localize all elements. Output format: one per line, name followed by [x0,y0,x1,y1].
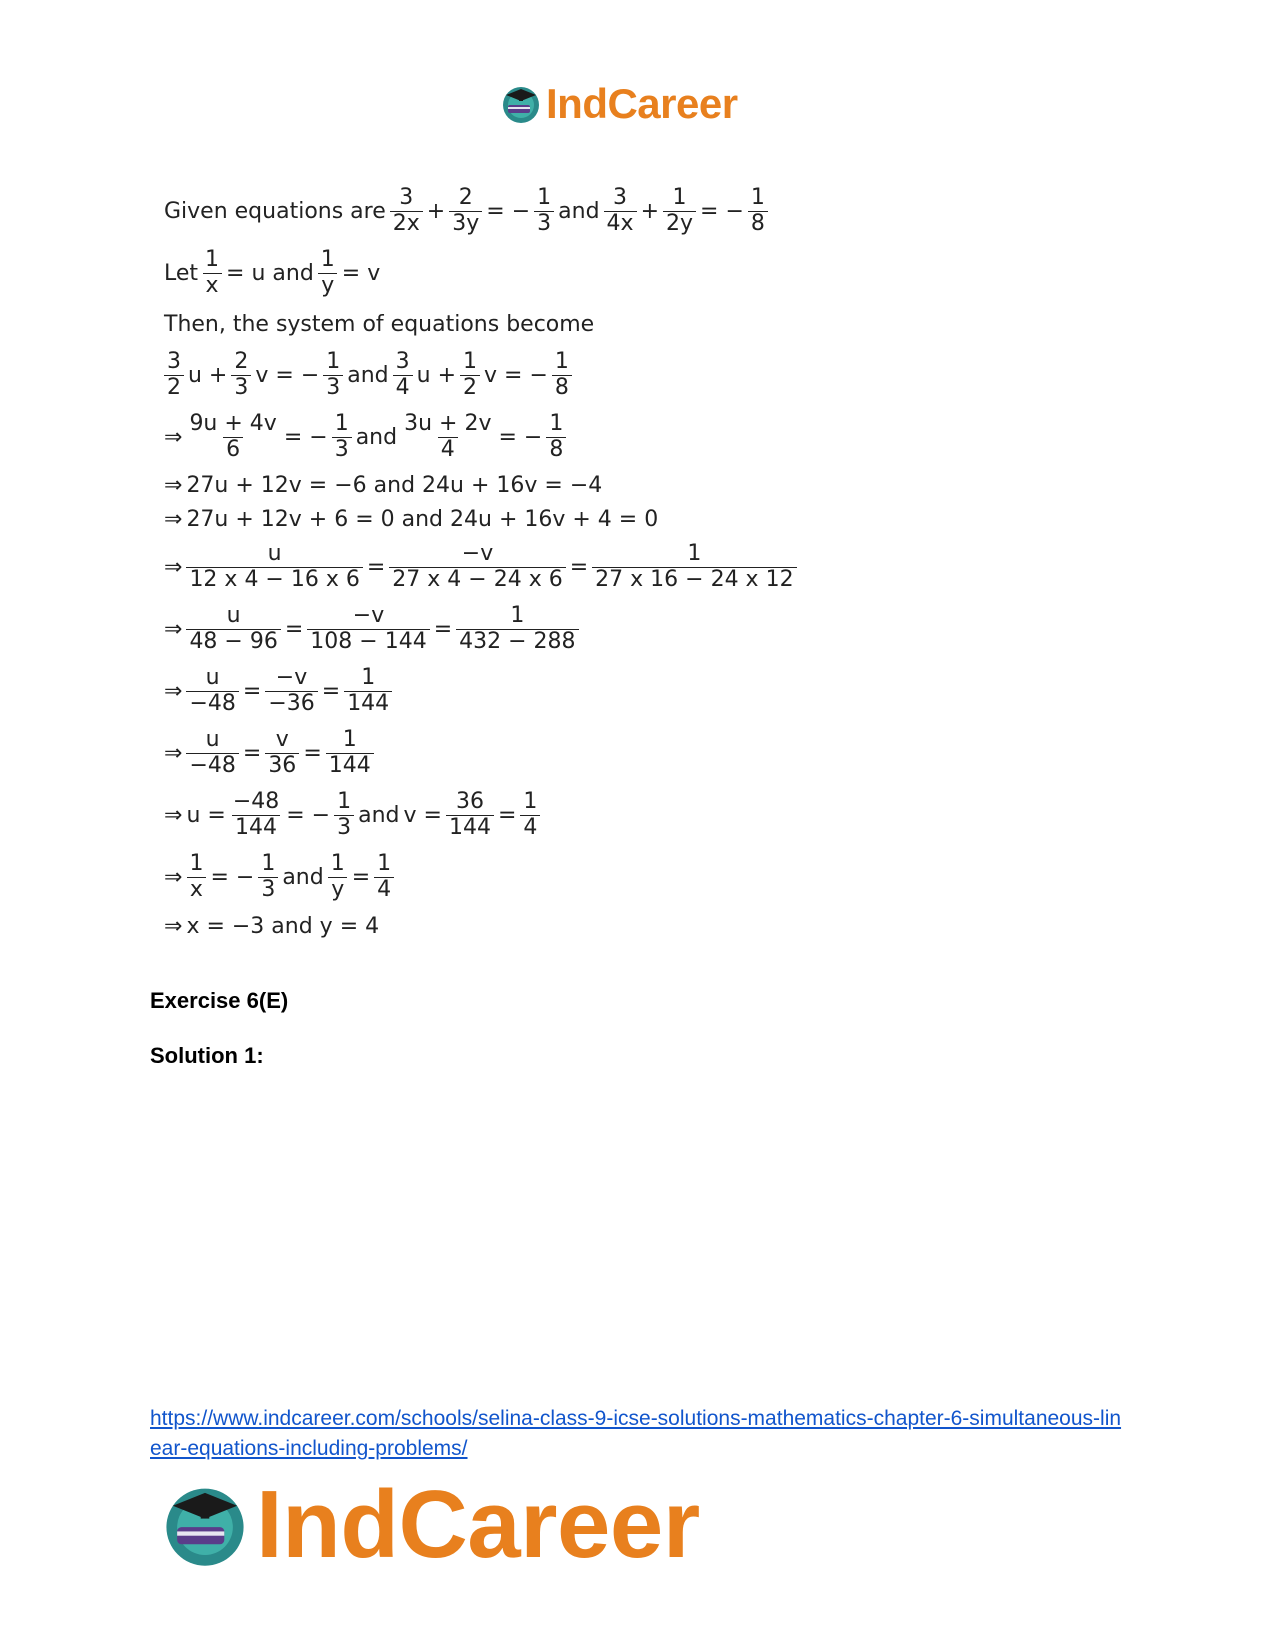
denominator: 4 [438,437,458,463]
text: = v [341,260,381,286]
denominator: 2y [663,211,696,237]
implies-symbol: ⇒ [164,616,183,642]
denominator: −48 [186,753,238,779]
fraction [552,350,572,400]
fraction [323,350,343,400]
text: v = − [255,362,320,388]
math-line-8 [162,536,862,598]
text: = − [283,424,328,450]
fraction [186,666,238,716]
fraction [446,790,494,840]
denominator: 27 x 16 − 24 x 12 [592,567,796,593]
numerator: 3 [167,348,181,374]
fraction [460,350,480,400]
denominator: 27 x 4 − 24 x 6 [389,567,565,593]
implies-symbol: ⇒ [164,506,183,532]
text: Given equations are [164,198,386,224]
denominator: 36 [265,753,299,779]
numerator: 1 [463,348,478,374]
denominator: 2 [460,375,480,401]
numerator: u [267,540,282,566]
text: = [497,802,517,828]
fraction [186,542,362,592]
denominator: x [203,273,222,299]
text: u + [416,362,457,388]
implies-symbol: ⇒ [164,472,183,498]
fraction [334,790,354,840]
denominator: 3y [449,211,482,237]
text: and [358,802,400,828]
math-line-3 [162,304,862,344]
numerator: 1 [337,788,352,814]
math-line-2 [162,242,862,304]
numerator: 1 [261,850,276,876]
numerator: u [205,726,220,752]
numerator: 3u + 2v [404,410,492,436]
numerator: 2 [234,348,249,374]
fraction [389,542,565,592]
operator: + [426,198,446,224]
text: u + [188,362,228,388]
text: = [351,864,371,890]
operator: = − [700,198,744,224]
fraction [374,852,394,902]
implies-symbol: ⇒ [164,864,183,890]
fraction [186,728,238,778]
text: = u and [226,260,314,286]
denominator: x [187,877,206,903]
numerator: −48 [232,788,280,814]
denominator: 8 [748,211,768,237]
implies-symbol: ⇒ [164,740,183,766]
numerator: −v [275,664,308,690]
denominator: 432 − 288 [456,629,578,655]
fraction [265,666,317,716]
numerator: 1 [537,184,552,210]
denominator: 108 − 144 [307,629,429,655]
denominator: 3 [332,437,352,463]
numerator: 2 [458,184,473,210]
implies-symbol: ⇒ [164,554,183,580]
math-line-6 [162,468,862,502]
operator: = [242,740,262,766]
denominator: 2 [164,375,184,401]
denominator: 3 [258,877,278,903]
fraction [456,604,578,654]
solution-math [162,180,862,944]
math-line-9 [162,598,862,660]
fraction [186,412,279,462]
operator: = [433,616,453,642]
denominator: 144 [326,753,374,779]
numerator: 3 [395,348,410,374]
fraction [164,350,184,400]
fraction [604,186,637,236]
denominator: 8 [546,437,566,463]
text: and [282,864,324,890]
text: v = [403,802,442,828]
fraction [307,604,429,654]
denominator: y [328,877,347,903]
numerator: −v [352,602,385,628]
numerator: 3 [399,184,414,210]
operator: = [284,616,304,642]
implies-symbol: ⇒ [164,802,183,828]
denominator: 8 [552,375,572,401]
math-line-11 [162,722,862,784]
math-line-12 [162,784,862,846]
operator: = [366,554,386,580]
math-line-5 [162,406,862,468]
brand-name: IndCareer [256,1471,700,1578]
fraction [258,852,278,902]
text: Then, the system of equations become [164,311,595,337]
fraction [592,542,796,592]
fraction [186,852,206,902]
numerator: 1 [510,602,525,628]
solution-heading: Solution 1: [150,1043,264,1068]
numerator: 1 [549,410,564,436]
denominator: y [318,273,337,299]
fraction [748,186,768,236]
denominator: 2x [390,211,423,237]
text: = − [498,424,543,450]
numerator: 3 [613,184,628,210]
exercise-heading: Exercise 6(E) [150,988,289,1013]
fraction [401,412,494,462]
text: x = −3 and y = 4 [186,913,380,939]
fraction [663,186,696,236]
operator: = [303,740,322,766]
numerator: 1 [330,850,345,876]
fraction [231,350,251,400]
denominator: 3 [334,815,354,841]
denominator: 4 [393,375,413,401]
numerator: v [275,726,289,752]
fraction [202,248,222,298]
operator: = [569,554,589,580]
text: and [558,198,600,224]
numerator: 1 [361,664,376,690]
fraction [328,852,348,902]
implies-symbol: ⇒ [164,424,183,450]
fraction [344,666,392,716]
denominator: 144 [344,691,392,717]
denominator: 144 [446,815,494,841]
text: 27u + 12v = −6 and 24u + 16v = −4 [186,472,603,498]
implies-symbol: ⇒ [164,678,183,704]
text: Let [164,260,199,286]
denominator: 12 x 4 − 16 x 6 [186,567,362,593]
operator: = [242,678,262,704]
header-logo [500,80,738,128]
numerator: 1 [377,850,392,876]
fraction [534,186,554,236]
denominator: 48 − 96 [186,629,280,655]
numerator: 1 [672,184,687,210]
denominator: 144 [232,815,280,841]
numerator: 9u + 4v [189,410,277,436]
fraction [186,604,280,654]
math-line-4 [162,344,862,406]
text: and [355,424,398,450]
brand-name: IndCareer [546,80,738,127]
denominator: −48 [186,691,238,717]
fraction [326,728,374,778]
fraction [318,248,338,298]
fraction [546,412,566,462]
text: u = [186,802,226,828]
math-line-7 [162,502,862,536]
denominator: −36 [265,691,317,717]
numerator: u [205,664,220,690]
numerator: 1 [523,788,538,814]
operator: = [321,678,341,704]
denominator: 4 [374,877,394,903]
graduation-globe-icon [160,1480,250,1570]
numerator: u [226,602,241,628]
numerator: 1 [750,184,765,210]
graduation-globe-icon [500,83,542,125]
implies-symbol: ⇒ [164,913,183,939]
denominator: 3 [231,375,251,401]
operator: + [640,198,659,224]
math-line-10 [162,660,862,722]
denominator: 6 [223,437,243,463]
fraction [520,790,540,840]
text: and [347,362,389,388]
numerator: 36 [455,788,484,814]
fraction [390,186,423,236]
text: v = − [484,362,548,388]
numerator: 1 [554,348,569,374]
text: 27u + 12v + 6 = 0 and 24u + 16v + 4 = 0 [186,506,659,532]
numerator: 1 [334,410,349,436]
numerator: 1 [189,850,204,876]
numerator: 1 [320,246,335,272]
text: = − [286,802,331,828]
fraction [449,186,482,236]
denominator: 4x [604,211,637,237]
footer-logo [160,1470,700,1580]
math-line-14 [162,908,862,944]
math-line-1 [162,180,862,242]
denominator: 4 [520,815,540,841]
numerator: 1 [687,540,702,566]
operator: = − [486,198,531,224]
fraction [230,790,282,840]
denominator: 3 [323,375,343,401]
numerator: 1 [326,348,341,374]
denominator: 3 [534,211,554,237]
fraction [332,412,352,462]
text: = − [210,864,255,890]
numerator: 1 [342,726,357,752]
math-line-13 [162,846,862,908]
numerator: −v [461,540,494,566]
fraction [393,350,413,400]
fraction [265,728,299,778]
source-link[interactable]: https://www.indcareer.com/schools/selina-class-9-icse-solutions-mathematics-chapter-6-simultaneous-linear-equations-including-problems/ [150,1407,1122,1460]
numerator: 1 [205,246,220,272]
